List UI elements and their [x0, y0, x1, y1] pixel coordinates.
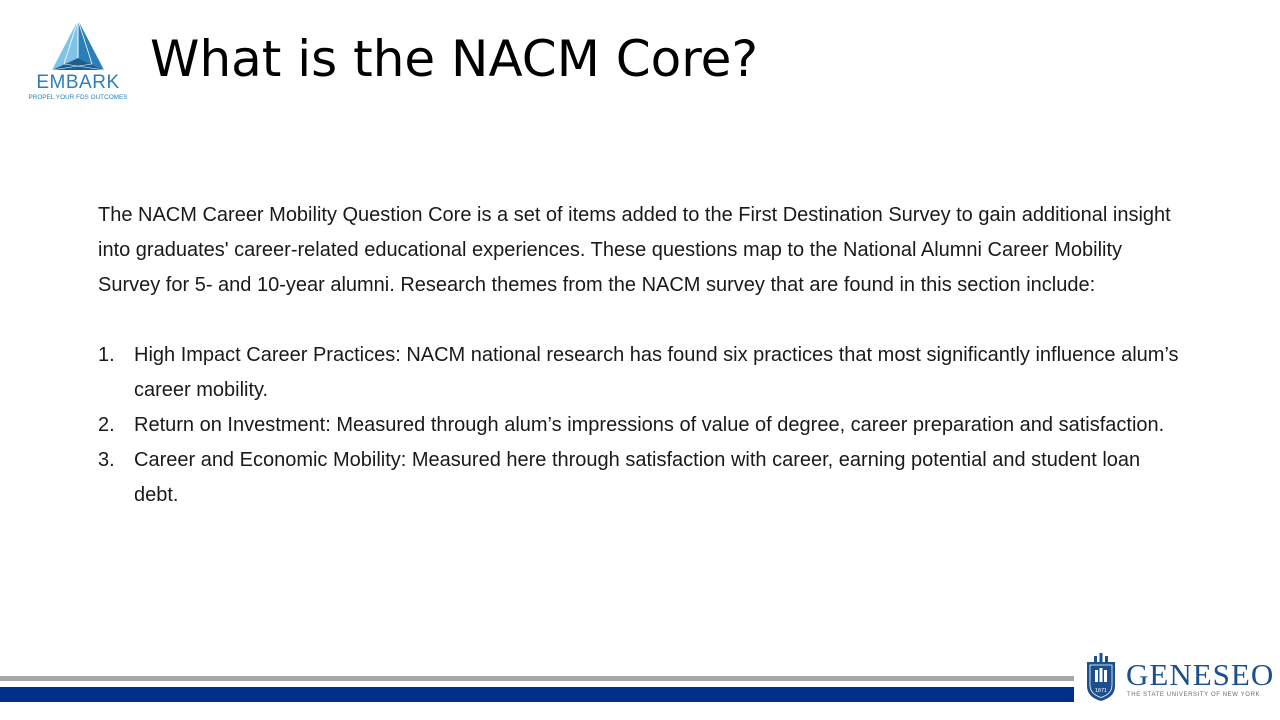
list-item	[98, 338, 1188, 408]
list-item-text: Return on Investment: Measured through alum’s impressions of value of degree, career preparation and satisfaction.	[134, 414, 1165, 436]
embark-pyramid-icon	[46, 18, 110, 74]
geneseo-crest-year: 1871	[1094, 688, 1108, 694]
list-item-number: 3.	[98, 449, 115, 471]
footer-blue-bar	[0, 687, 1074, 702]
geneseo-logo	[1084, 652, 1276, 702]
geneseo-wordmark: GENESEO	[1126, 657, 1275, 692]
geneseo-subtitle: THE STATE UNIVERSITY OF NEW YORK	[1127, 692, 1261, 698]
embark-tagline: PROPEL YOUR FDS OUTCOMES	[28, 94, 128, 101]
intro-paragraph: The NACM Career Mobility Question Core is a set of items added to the First Destination Survey to gain additional insight into graduates' career-related educational experiences. These questions map to the National Alumni Career Mobility Survey for 5- and 10-year alumni. Research themes from the NACM survey that are found in this section include:	[98, 204, 1171, 296]
slide-body	[98, 198, 1188, 513]
list-item-text: Career and Economic Mobility: Measured here through satisfaction with career, earning potential and student loan debt.	[134, 449, 1141, 506]
slide-title: What is the NACM Core?	[150, 30, 758, 88]
list-item-text: High Impact Career Practices: NACM national research has found six practices that most significantly influence alum’s career mobility.	[134, 344, 1179, 401]
footer-gray-bar	[0, 676, 1074, 681]
embark-wordmark: EMBARK	[36, 72, 120, 93]
list-item-number: 2.	[98, 414, 115, 436]
list-item-number: 1.	[98, 344, 115, 366]
geneseo-crest-icon	[1084, 652, 1118, 702]
embark-logo	[28, 18, 128, 104]
list-item	[98, 443, 1188, 513]
list-item	[98, 408, 1188, 443]
themes-list	[98, 338, 1188, 513]
